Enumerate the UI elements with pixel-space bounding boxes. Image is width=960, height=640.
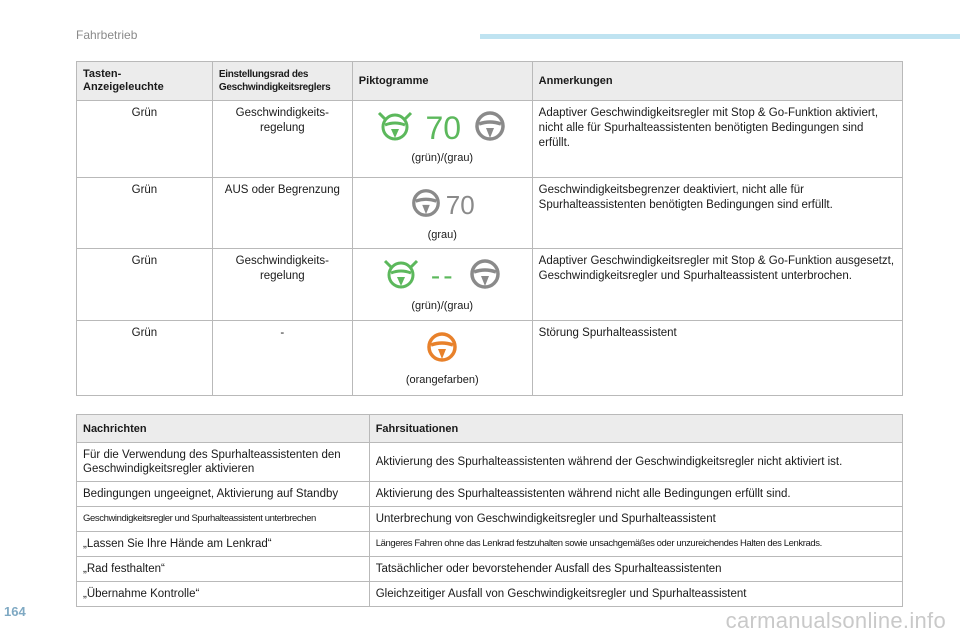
section-accent-bar: [480, 34, 960, 39]
steering-wheel-icon: [468, 257, 502, 296]
wheel-cell: AUS oder Begrenzung: [212, 178, 352, 249]
header-led: Tasten- Anzeigeleuchte: [77, 62, 213, 101]
watermark: carmanualsonline.info: [725, 608, 946, 633]
pictogram-cell: [352, 178, 532, 249]
wheel-cell: Geschwindigkeits- regelung: [212, 249, 352, 321]
remark-cell: Adaptiver Geschwindigkeitsregler mit Stop & Go-Funktion aktiviert, nicht alle für Spurhalteassistenten benötigten Bedingungen sind erfüllt.: [532, 101, 902, 178]
table-row: [77, 443, 903, 482]
messages-table-header: [77, 415, 903, 443]
header-messages: Nachrichten: [77, 415, 370, 443]
pictogram-caption: (grün)/(grau): [411, 152, 474, 164]
remark-cell: Störung Spurhalteassistent: [532, 321, 902, 396]
message-cell: „Übernahme Kontrolle“: [77, 582, 370, 607]
speed-value: 70: [445, 190, 475, 220]
situation-cell: Gleichzeitiger Ausfall von Geschwindigkeitsregler und Spurhalteassistent: [369, 582, 902, 607]
table-row: [77, 557, 903, 582]
message-cell: Geschwindigkeitsregler und Spurhalteassistent unterbrechen: [77, 507, 370, 532]
pictogram-cell: [352, 249, 532, 321]
message-cell: Für die Verwendung des Spurhalteassistenten den Geschwindigkeitsregler aktivieren: [77, 443, 370, 482]
steering-wheel-lines-icon: [383, 257, 419, 296]
messages-table: [76, 414, 903, 607]
wheel-cell: Geschwindigkeits- regelung: [212, 101, 352, 178]
indicator-table-header: [77, 62, 903, 101]
situation-cell: Unterbrechung von Geschwindigkeitsregler und Spurhalteassistent: [369, 507, 902, 532]
table-row: [77, 178, 903, 249]
wheel-cell: -: [212, 321, 352, 396]
steering-wheel-icon: [410, 187, 442, 224]
pictogram-cell: [352, 101, 532, 178]
speed-value: --: [430, 260, 456, 291]
pictogram-caption: (grün)/(grau): [411, 300, 474, 312]
table-row: [77, 321, 903, 396]
situation-cell: Tatsächlicher oder bevorstehender Ausfall des Spurhalteassistenten: [369, 557, 902, 582]
steering-wheel-lines-icon: [377, 109, 413, 148]
header-remarks: Anmerkungen: [532, 62, 902, 101]
situation-cell: Aktivierung des Spurhalteassistenten während der Geschwindigkeitsregler nicht aktiviert ist.: [369, 443, 902, 482]
table-row: [77, 582, 903, 607]
remark-cell: Geschwindigkeitsbegrenzer deaktiviert, nicht alle für Spurhalteassistenten benötigten Bedingungen sind erfüllt.: [532, 178, 902, 249]
steering-wheel-icon: [473, 109, 507, 148]
header-wheel: Einstellungsrad des Geschwindigkeitsreglers: [212, 62, 352, 101]
led-cell: Grün: [77, 178, 213, 249]
table-row: [77, 249, 903, 321]
steering-wheel-icon: [425, 330, 459, 369]
led-cell: Grün: [77, 249, 213, 321]
table-row: [77, 482, 903, 507]
remark-cell: Adaptiver Geschwindigkeitsregler mit Stop & Go-Funktion ausgesetzt, Geschwindigkeitsregler und Spurhalteassistent unterbrochen.: [532, 249, 902, 321]
pictogram-caption: (grau): [427, 229, 457, 241]
table-row: [77, 101, 903, 178]
situation-cell: Aktivierung des Spurhalteassistenten während nicht alle Bedingungen erfüllt sind.: [369, 482, 902, 507]
table-row: [77, 532, 903, 557]
indicator-table: [76, 61, 903, 396]
header-pictograms: Piktogramme: [352, 62, 532, 101]
situation-cell: Längeres Fahren ohne das Lenkrad festzuhalten sowie unsachgemäßes oder unzureichendes Halten des Lenkrads.: [369, 532, 902, 557]
speed-value: 70: [425, 110, 462, 146]
led-cell: Grün: [77, 321, 213, 396]
pictogram-caption: (orangefarben): [405, 374, 479, 386]
led-cell: Grün: [77, 101, 213, 178]
header-situations: Fahrsituationen: [369, 415, 902, 443]
page-number: 164: [4, 604, 26, 619]
message-cell: „Rad festhalten“: [77, 557, 370, 582]
table-row: [77, 507, 903, 532]
pictogram-cell: [352, 321, 532, 396]
message-cell: Bedingungen ungeeignet, Aktivierung auf Standby: [77, 482, 370, 507]
section-title: Fahrbetrieb: [76, 28, 138, 42]
message-cell: „Lassen Sie Ihre Hände am Lenkrad“: [77, 532, 370, 557]
